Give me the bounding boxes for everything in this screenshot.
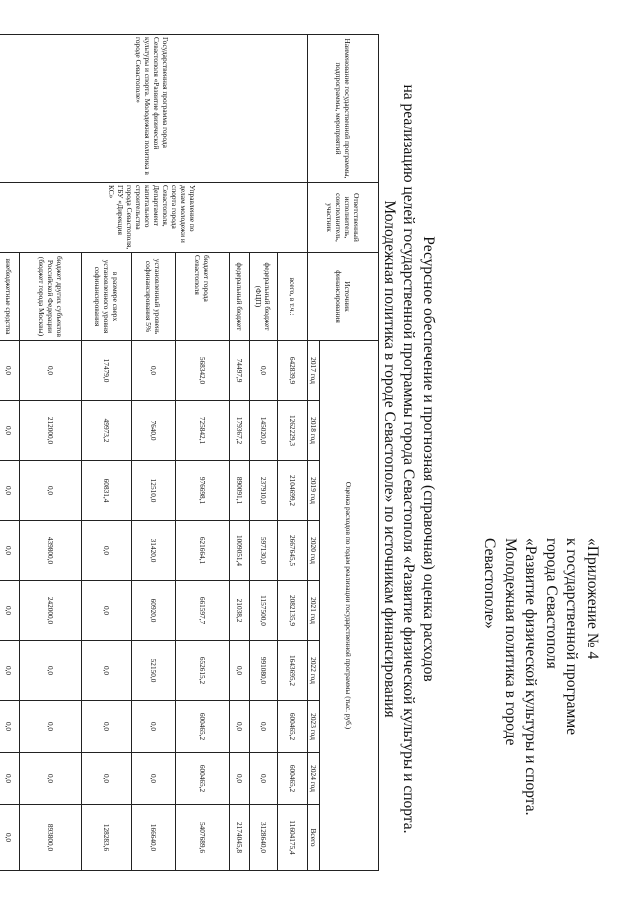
appendix-line: к государственной программе (563, 538, 581, 736)
value-cell: 0,0 (250, 701, 278, 753)
value-cell: 642839,9 (278, 341, 308, 401)
title-line: на реализацию целей государственной программы города Севастополя «Развитие физической культуры и спорта. (400, 84, 418, 834)
header-executor: Ответственный исполнитель, соисполнитель, участник (308, 183, 379, 253)
header-row (320, 35, 379, 871)
value-cell: 0,0 (132, 753, 176, 805)
year-header: 2023 год (308, 701, 320, 753)
appendix-line: «Приложение № 4 (584, 538, 601, 660)
value-cell: 1262229,3 (278, 401, 308, 461)
value-cell: 2667645,5 (278, 521, 308, 581)
value-cell: 12510,0 (132, 461, 176, 521)
value-cell: 0,0 (20, 641, 82, 701)
value-cell: 890091,1 (230, 461, 250, 521)
table-row (278, 35, 308, 871)
value-cell: 17479,0 (82, 341, 132, 401)
source-cell: федеральный бюджет (ФЦП) (250, 253, 278, 341)
rotated-sheet (4, 24, 616, 884)
total-header: Всего (308, 805, 320, 871)
header-source: Источник финансирования (308, 253, 379, 341)
value-cell: 0,0 (230, 753, 250, 805)
value-cell: 74497,9 (230, 341, 250, 401)
program-name-cell: Государственная программа города Севастополя «Развитие физической культуры и спорта. Молодежная политика в городе Севастополе» (0, 35, 308, 183)
value-cell: 0,0 (0, 461, 20, 521)
value-cell: 439800,0 (20, 521, 82, 581)
year-header: 2017 год (308, 341, 320, 401)
value-cell: 0,0 (82, 641, 132, 701)
value-cell: 0,0 (0, 341, 20, 401)
total-cell: 166640,0 (132, 805, 176, 871)
value-cell: 652615,2 (176, 641, 230, 701)
value-cell: 145020,0 (250, 401, 278, 461)
value-cell: 568342,0 (176, 341, 230, 401)
source-cell: всего, в т.ч.: (278, 253, 308, 341)
year-header: 2021 год (308, 581, 320, 641)
value-cell: 31420,0 (132, 521, 176, 581)
value-cell: 600465,2 (176, 701, 230, 753)
appendix-line: города Севастополя (543, 538, 560, 669)
value-cell: 0,0 (82, 521, 132, 581)
value-cell: 0,0 (20, 461, 82, 521)
total-cell: 2174045,8 (230, 805, 250, 871)
value-cell: 0,0 (0, 401, 20, 461)
total-cell: 893800,0 (20, 805, 82, 871)
value-cell: 600465,2 (176, 753, 230, 805)
value-cell: 991080,0 (250, 641, 278, 701)
source-cell: внебюджетные средства (0, 253, 20, 341)
appendix-line: «Развитие физической культуры и спорта. (522, 538, 540, 816)
value-cell: 0,0 (20, 341, 82, 401)
value-cell: 0,0 (250, 753, 278, 805)
appendix-line: Молодежная политика в городе (502, 538, 519, 746)
value-cell: 0,0 (0, 701, 20, 753)
value-cell: 21038,2 (230, 581, 250, 641)
year-header: 2022 год (308, 641, 320, 701)
source-cell: в размере сверх установленного уровня софинансирования (82, 253, 132, 341)
source-cell: федеральный бюджет (230, 253, 250, 341)
document-title (380, 34, 439, 884)
source-cell: бюджет других субъектов Российской Федерации (бюджет города Москвы) (20, 253, 82, 341)
source-cell: установленный уровень софинансирования 5% (132, 253, 176, 341)
value-cell: 0,0 (82, 753, 132, 805)
value-cell: 1157500,0 (250, 581, 278, 641)
value-cell: 179367,2 (230, 401, 250, 461)
value-cell: 0,0 (0, 581, 20, 641)
year-header: 2019 год (308, 461, 320, 521)
value-cell: 0,0 (20, 753, 82, 805)
title-line: Молодежная политика в городе Севастополе» по источникам финансирования (381, 200, 398, 718)
value-cell: 0,0 (82, 701, 132, 753)
funding-table (0, 34, 379, 871)
total-cell: 128283,6 (82, 805, 132, 871)
value-cell: 661597,7 (176, 581, 230, 641)
value-cell: 2104699,2 (278, 461, 308, 521)
total-cell: 0,0 (0, 805, 20, 871)
source-cell: бюджет города Севастополя (176, 253, 230, 341)
total-cell: 5407689,6 (176, 805, 230, 871)
value-cell: 49973,2 (82, 401, 132, 461)
value-cell: 242000,0 (20, 581, 82, 641)
value-cell: 976698,1 (176, 461, 230, 521)
value-cell: 52150,0 (132, 641, 176, 701)
value-cell: 597130,0 (250, 521, 278, 581)
header-name: Наименование государственной программы, подпрограммы, мероприятий (308, 35, 379, 183)
value-cell: 0,0 (230, 701, 250, 753)
value-cell: 1009051,4 (230, 521, 250, 581)
value-cell: 725842,1 (176, 401, 230, 461)
value-cell: 0,0 (0, 753, 20, 805)
value-cell: 212000,0 (20, 401, 82, 461)
value-cell: 621664,1 (176, 521, 230, 581)
value-cell: 600465,2 (278, 701, 308, 753)
total-cell: 11604175,4 (278, 805, 308, 871)
value-cell: 0,0 (0, 641, 20, 701)
value-cell: 0,0 (132, 701, 176, 753)
value-cell: 0,0 (20, 701, 82, 753)
value-cell: 1643695,2 (278, 641, 308, 701)
appendix-header (479, 538, 602, 868)
year-header: 2024 год (308, 753, 320, 805)
value-cell: 0,0 (0, 521, 20, 581)
value-cell: 600465,2 (278, 753, 308, 805)
header-estimate: Оценка расходов по годам реализации государственной программы (тыс. руб.) (320, 341, 379, 871)
value-cell: 237910,0 (250, 461, 278, 521)
year-header: 2020 год (308, 521, 320, 581)
value-cell: 60831,4 (82, 461, 132, 521)
title-line: Ресурсное обеспечение и прогнозная (справочная) оценка расходов (420, 236, 437, 682)
executors-cell: Управление по делам молодежи и спорта города Севастополя, Департамент капитального строительства города Севастополя, ГБУ «Дирекция КС» (0, 183, 308, 253)
total-cell: 3128640,0 (250, 805, 278, 871)
appendix-line: Севастополе» (481, 538, 499, 629)
value-cell: 0,0 (230, 641, 250, 701)
year-header: 2018 год (308, 401, 320, 461)
value-cell: 0,0 (132, 341, 176, 401)
value-cell: 0,0 (250, 341, 278, 401)
value-cell: 2082135,9 (278, 581, 308, 641)
value-cell: 0,0 (82, 581, 132, 641)
value-cell: 7640,0 (132, 401, 176, 461)
value-cell: 60920,0 (132, 581, 176, 641)
